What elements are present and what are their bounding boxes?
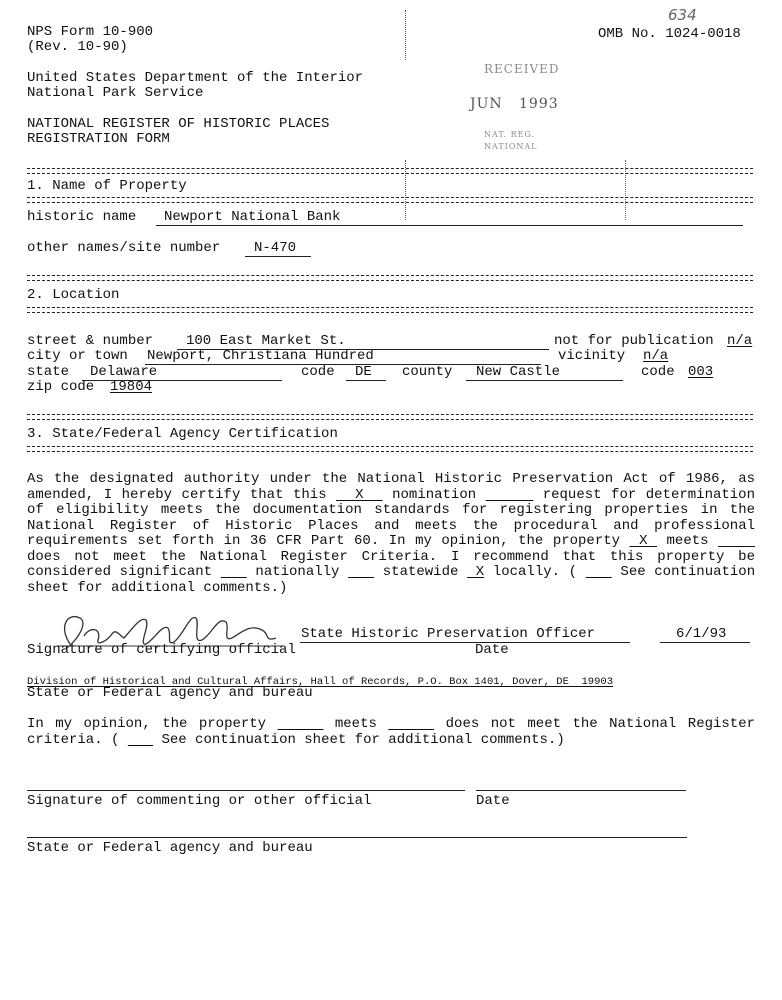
agency-label: State or Federal agency and bureau <box>27 685 313 701</box>
other-names-label: other names/site number <box>27 240 221 256</box>
not-for-publication-label: not for publication <box>554 333 714 349</box>
form-number: NPS Form 10-900 <box>27 24 154 40</box>
meets-mark: X <box>639 533 648 549</box>
meets-check <box>630 533 657 549</box>
continuation-check <box>586 564 612 580</box>
county-code-value: 003 <box>688 364 714 380</box>
street-value: 100 East Market St. <box>186 333 346 349</box>
signature-label: Signature of certifying official <box>27 642 296 658</box>
nationally-check <box>221 564 247 580</box>
state-label: state <box>27 364 70 380</box>
section-divider <box>27 168 753 174</box>
received-stamp: RECEIVED <box>484 62 560 76</box>
county-value: New Castle <box>476 364 561 380</box>
opinion-text: In my opinion, the property <box>27 716 267 732</box>
cert-text: request for determination of eligibility meets the documentation standards for registering properties in the National Register of Historic Places and meets the procedural and professional requirements set forth in 36 CFR Part 60. In my opinion, the property <box>27 486 755 549</box>
agency-line-2 <box>27 837 687 838</box>
commenting-date-line <box>476 790 686 791</box>
historic-name-line <box>156 225 743 226</box>
department-name: United States Department of the Interior <box>27 70 364 86</box>
opinion-text: does not meet the National Register criteria. ( <box>27 716 755 748</box>
certifier-title-line <box>300 642 630 643</box>
opinion-text: meets <box>334 716 377 732</box>
section-divider <box>27 307 753 313</box>
street-label: street & number <box>27 333 154 349</box>
nomination-check <box>336 487 382 503</box>
opinion-not-meet-check <box>388 716 434 732</box>
agency-label-2: State or Federal agency and bureau <box>27 840 313 856</box>
zip-value: 19804 <box>110 379 153 395</box>
historic-name-value: Newport National Bank <box>164 209 341 225</box>
cert-text: nomination <box>392 486 477 503</box>
section-divider <box>27 446 753 452</box>
commenting-signature-line <box>27 790 465 791</box>
cert-text: locally. ( <box>492 564 578 580</box>
cert-text: meets <box>666 533 709 549</box>
zip-label: zip code <box>27 379 95 395</box>
other-names-line <box>245 256 311 257</box>
section-divider <box>27 414 753 420</box>
statewide-check <box>348 564 374 580</box>
cert-text: statewide <box>382 564 459 580</box>
cert-text: nationally <box>255 564 340 580</box>
code-value: DE <box>355 364 372 380</box>
not-for-publication-value: n/a <box>727 333 753 349</box>
commenting-date-label: Date <box>476 793 510 809</box>
agency-value: Division of Historical and Cultural Affairs, Hall of Records, P.O. Box 1401, Dover, DE 19903 <box>27 676 613 688</box>
historic-name-label: historic name <box>27 209 137 225</box>
cert-date-line <box>660 642 750 643</box>
locally-mark: X <box>475 564 485 580</box>
received-stamp-date: JUN 1993 <box>470 96 559 112</box>
scan-mark <box>405 10 408 60</box>
code-label: code <box>301 364 335 380</box>
city-value: Newport, Christiana Hundred <box>147 348 374 364</box>
form-title-line-1: NATIONAL REGISTER OF HISTORIC PLACES <box>27 116 330 132</box>
certification-statement <box>27 472 755 596</box>
locally-check <box>467 564 484 580</box>
county-line <box>466 380 623 381</box>
vicinity-value: n/a <box>643 348 669 364</box>
certifier-title: State Historic Preservation Officer <box>301 626 596 642</box>
county-label: county <box>402 364 453 380</box>
section-1-heading: 1. Name of Property <box>27 178 187 194</box>
code-line <box>346 380 386 381</box>
cert-text: does not meet the National Register Criteria. I recommend that this property be considered significant <box>27 548 755 580</box>
city-label: city or town <box>27 348 128 364</box>
section-3-heading: 3. State/Federal Agency Certification <box>27 426 338 442</box>
cert-text: See continuation sheet for additional comments.) <box>27 564 756 596</box>
section-divider <box>27 275 753 281</box>
form-revision: (Rev. 10-90) <box>27 39 128 55</box>
vicinity-label: vicinity <box>558 348 626 364</box>
state-value: Delaware <box>90 364 158 380</box>
other-names-value: N-470 <box>254 240 297 256</box>
opinion-text: See continuation sheet for additional comments.) <box>161 731 565 748</box>
nomination-mark: X <box>355 486 364 503</box>
handwritten-page-number: 634 <box>668 6 697 24</box>
certification-date: 6/1/93 <box>676 626 727 642</box>
section-divider <box>27 197 753 203</box>
cert-text: As the designated authority under the National Historic Preservation Act of 1986, as amended, I hereby certify that this <box>27 471 755 503</box>
county-code-label: code <box>641 364 675 380</box>
opinion-continuation-check <box>128 732 153 748</box>
does-not-meet-check <box>718 533 755 549</box>
opinion-statement <box>27 717 755 748</box>
form-title-line-2: REGISTRATION FORM <box>27 131 170 147</box>
request-check <box>486 487 534 503</box>
commenting-signature-label: Signature of commenting or other official <box>27 793 372 809</box>
date-label: Date <box>475 642 509 658</box>
service-name: National Park Service <box>27 85 204 101</box>
omb-number: OMB No. 1024-0018 <box>598 26 741 42</box>
received-stamp-line-4: NATIONAL <box>484 142 538 151</box>
section-2-heading: 2. Location <box>27 287 120 303</box>
received-stamp-line-3: NAT. REG. <box>484 130 536 139</box>
opinion-meets-check <box>278 716 324 732</box>
